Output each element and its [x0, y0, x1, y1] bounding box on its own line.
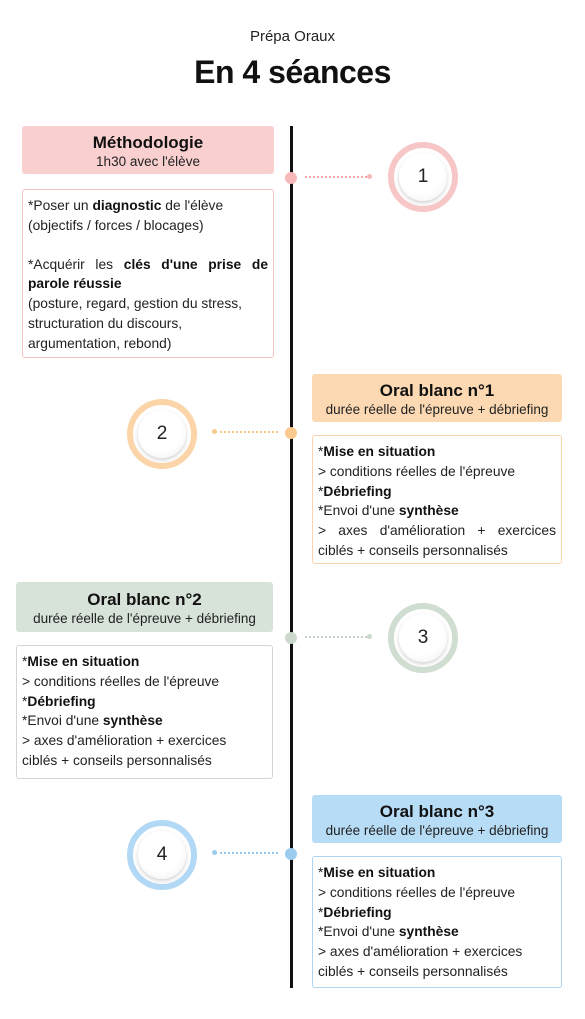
- session-2-number-badge: [127, 399, 197, 469]
- session-3-line-2: > conditions réelles de l'épreuve: [22, 673, 220, 689]
- session-1-line-3: *Acquérir les clés d'une prise de parole réussie: [28, 256, 268, 292]
- session-2-line-3: *Débriefing: [318, 483, 392, 499]
- session-4-number: 4: [138, 831, 186, 879]
- session-4-line-3: *Débriefing: [318, 904, 392, 920]
- session-3-line-1: *Mise en situation: [22, 654, 140, 669]
- session-2-line-5: > axes d'amélioration + exercices ciblés + conseils personnalisés: [318, 523, 556, 558]
- session-1-duration: 1h30 avec l'élève: [96, 154, 200, 169]
- session-1-line-2: (objectifs / forces / blocages): [28, 217, 204, 233]
- session-1-timeline-dot: [285, 172, 297, 184]
- session-1-number-badge: [388, 142, 458, 212]
- page-title: En 4 séances: [194, 54, 391, 90]
- session-4-line-1: *Mise en situation: [318, 865, 436, 880]
- page-subtitle: Prépa Oraux: [249, 28, 336, 45]
- session-3-line-4: *Envoi d'une synthèse: [22, 713, 163, 729]
- session-1-header: [22, 126, 274, 174]
- session-3-connector-end: [367, 634, 372, 639]
- session-3-title: Oral blanc n°2: [87, 590, 202, 609]
- session-2-header: [312, 374, 562, 422]
- session-3-connector: [305, 636, 367, 638]
- session-4-duration: durée réelle de l'épreuve + débriefing: [325, 823, 549, 838]
- session-1-details: [22, 189, 274, 358]
- session-3-timeline-dot: [285, 632, 297, 644]
- session-2-number: 2: [138, 410, 186, 458]
- session-3-details: [16, 645, 273, 779]
- session-3-line-3: *Débriefing: [22, 693, 96, 709]
- session-2-duration: durée réelle de l'épreuve + débriefing: [325, 402, 549, 417]
- session-4-number-badge: [127, 820, 197, 890]
- session-2-line-2: > conditions réelles de l'épreuve: [318, 463, 516, 479]
- session-2-line-4: *Envoi d'une synthèse: [318, 503, 459, 519]
- session-4-line-4: *Envoi d'une synthèse: [318, 924, 459, 940]
- session-2-timeline-dot: [285, 427, 297, 439]
- session-3-line-5: > axes d'amélioration + exercices ciblés + conseils personnalisés: [22, 733, 227, 768]
- session-3-duration: durée réelle de l'épreuve + débriefing: [33, 611, 256, 626]
- session-3-number-badge: [388, 603, 458, 673]
- session-4-timeline-dot: [285, 848, 297, 860]
- session-4-title: Oral blanc n°3: [379, 802, 495, 821]
- session-1-line-4: (posture, regard, gestion du stress, structuration du discours, argumentation, rebond): [28, 296, 242, 351]
- session-4-line-2: > conditions réelles de l'épreuve: [318, 884, 516, 900]
- session-4-connector: [215, 852, 278, 854]
- session-2-title: Oral blanc n°1: [379, 381, 495, 400]
- session-4-line-5: > axes d'amélioration + exercices ciblés + conseils personnalisés: [318, 944, 523, 979]
- session-1-number: 1: [399, 153, 447, 201]
- session-4-header: [312, 795, 562, 843]
- session-2-connector-end: [212, 429, 217, 434]
- session-4-details: [312, 856, 562, 988]
- session-2-details: [312, 435, 562, 564]
- session-1-connector-end: [367, 174, 372, 179]
- session-1-title: Méthodologie: [92, 133, 204, 152]
- session-2-connector: [215, 431, 278, 433]
- session-4-connector-end: [212, 850, 217, 855]
- session-1-line-1: *Poser un diagnostic de l'élève: [28, 198, 224, 213]
- session-1-connector: [305, 176, 367, 178]
- session-3-number: 3: [399, 614, 447, 662]
- session-3-header: [16, 582, 273, 632]
- session-2-line-1: *Mise en situation: [318, 444, 436, 459]
